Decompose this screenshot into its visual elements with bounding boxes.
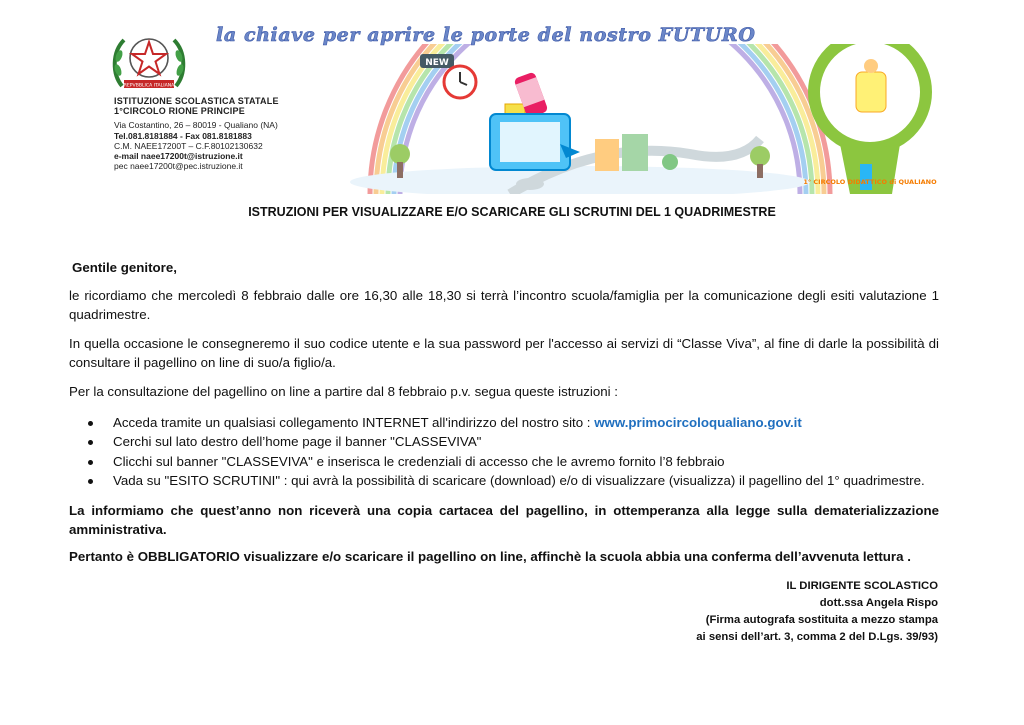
list-item-text: Cerchi sul lato destro dell’home page il banner "CLASSEVIVA" xyxy=(113,434,482,450)
republic-emblem-icon xyxy=(110,30,188,92)
school-pec: pec naee17200t@pec.istruzione.it xyxy=(114,161,243,172)
header-illustration xyxy=(340,44,960,194)
school-address: Via Costantino, 26 – 80019 - Qualiano (NA) xyxy=(114,120,278,131)
paragraph-instructions: Per la consultazione del pagellino on line a partire dal 8 febbraio p.v. segua queste istruzioni : xyxy=(69,384,618,399)
paragraph-meeting: le ricordiamo che mercoledì 8 febbraio dalle ore 16,30 alle 18,30 si terrà l’incontro scuola/famiglia per la comunicazione degli esiti valutazione 1 quadrimestre. xyxy=(69,288,939,322)
key-school-text: 1° CIRCOLO DIDATTICO di QUALIANO xyxy=(803,178,937,186)
document-title: ISTRUZIONI PER VISUALIZZARE E/O SCARICARE GLI SCRUTINI DEL 1 QUADRIMESTRE xyxy=(248,205,776,219)
school-slogan: la chiave per aprire le porte del nostro FUTURO xyxy=(216,24,756,46)
signature-block xyxy=(538,578,938,646)
school-codes: C.M. NAEE17200T – C.F.80102130632 xyxy=(114,140,263,151)
list-item xyxy=(85,413,945,432)
list-item-text: Vada su "ESITO SCRUTINI" : qui avrà la possibilità di scaricare (download) e/o di visualizzare (visualizza) il pagellino del 1° quadrimestre. xyxy=(113,472,925,488)
note-mandatory: Pertanto è OBBLIGATORIO visualizzare e/o scaricare il pagellino on line, affinchè la scuola abbia una conferma dell’avvenuta lettura . xyxy=(69,549,911,564)
emblem-ribbon-text: REPVBBLICA ITALIANA xyxy=(123,83,175,89)
school-phone: Tel.081.8181884 - Fax 081.8181883 xyxy=(114,130,252,141)
signature-note: (Firma autografa sostituita a mezzo stampa xyxy=(705,614,938,626)
list-item-text: Acceda tramite un qualsiasi collegamento INTERNET all'indirizzo del nostro sito : xyxy=(113,415,595,430)
list-item-text: Clicchi sul banner "CLASSEVIVA" e inserisca le credenziali di accesso che le avremo fornito l’8 febbraio xyxy=(113,453,725,469)
list-item xyxy=(85,452,945,471)
paragraph-credentials: In quella occasione le consegneremo il suo codice utente e la sua password per l'accesso ai servizi di “Classe Viva”, al fine di darle la possibilità di consultare il pagellino on line di suo/a figlio/a. xyxy=(69,336,939,370)
illustration-sign-text: NEW xyxy=(425,58,449,68)
bullet-icon xyxy=(88,421,93,426)
bullet-icon xyxy=(88,440,93,445)
school-website-link[interactable]: www.primocircoloqualiano.gov.it xyxy=(594,415,802,430)
school-line: 1°CIRCOLO RIONE PRINCIPE xyxy=(114,106,245,117)
bullet-icon xyxy=(88,460,93,465)
list-item xyxy=(85,471,945,490)
bullet-icon xyxy=(88,479,93,484)
signature-name: dott.ssa Angela Rispo xyxy=(819,597,938,609)
note-paperless: La informiamo che quest’anno non riceverà una copia cartacea del pagellino, in ottemperanza alla legge sulla dematerializzazione amministrativa. xyxy=(69,503,939,537)
school-line: ISTITUZIONE SCOLASTICA STATALE xyxy=(114,96,279,106)
signature-law: ai sensi dell’art. 3, comma 2 del D.Lgs. 39/93) xyxy=(696,631,938,643)
salutation: Gentile genitore, xyxy=(72,260,177,275)
school-email: e-mail naee17200t@istruzione.it xyxy=(114,151,243,162)
signature-role: IL DIRIGENTE SCOLASTICO xyxy=(786,580,938,592)
list-item xyxy=(85,432,945,451)
instruction-list xyxy=(85,413,945,490)
school-info xyxy=(114,96,344,171)
